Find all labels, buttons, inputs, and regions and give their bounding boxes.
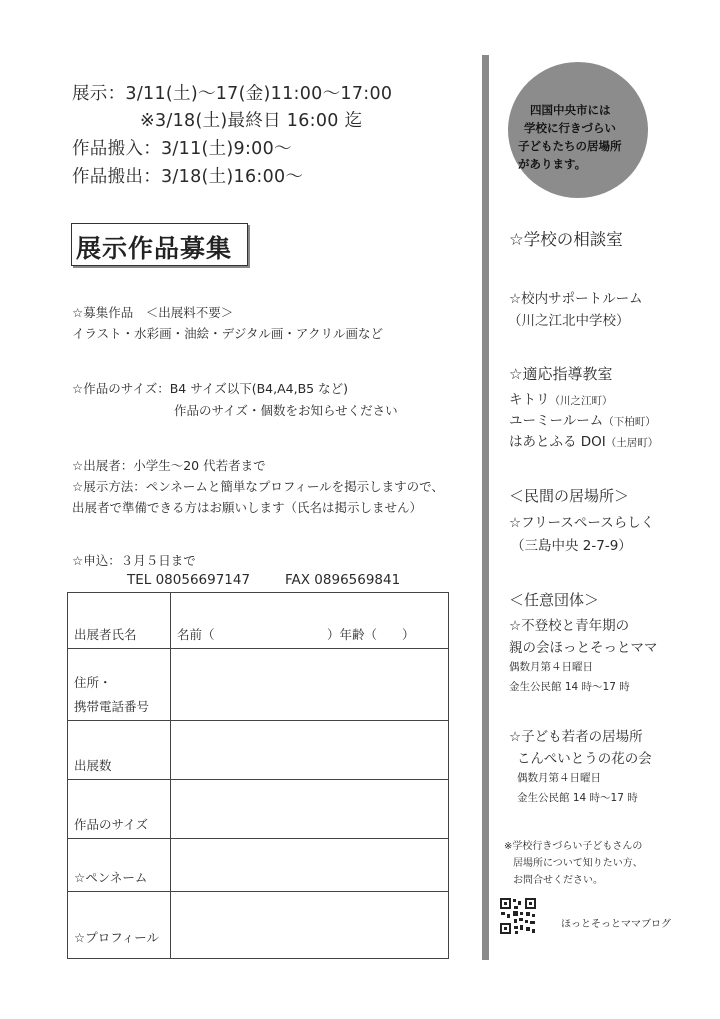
form-row-address	[68, 649, 449, 721]
blog-label: ほっとそっとママブログ	[561, 919, 671, 930]
private-place-heading: ＜民間の居場所＞	[509, 487, 630, 505]
heading-box	[71, 223, 248, 266]
apply-deadline: ☆申込：３月５日まで	[72, 553, 196, 568]
application-form	[67, 592, 449, 959]
circle-line3: 子どもたちの居場所	[518, 139, 622, 153]
yumi-location: （下柏町）	[603, 416, 656, 428]
heartful-doi	[509, 430, 658, 450]
exhibitor: ☆出展者：小学生～20 代若者まで	[72, 458, 266, 473]
kitori	[509, 388, 613, 408]
qr-code-icon[interactable]	[499, 897, 537, 935]
circle-line2: 学校に行きづらい	[524, 121, 616, 135]
support-room: ☆校内サポートルーム	[509, 291, 643, 307]
note-line1: ※学校行きづらい子どもさんの	[504, 841, 643, 852]
kodomo-line2: こんぺいとうの花の会	[517, 751, 652, 767]
form-row-size	[68, 780, 449, 839]
form-row-count	[68, 721, 449, 780]
free-space: ☆フリースペースらしく	[509, 515, 655, 531]
penname-label: ☆ペンネーム	[68, 839, 171, 892]
schedule-carry-out: 作品搬出：3/18(土)16:00～	[72, 167, 304, 187]
schedule-carry-in: 作品搬入：3/11(土)9:00～	[72, 139, 292, 159]
tel: TEL 08056697147	[127, 572, 251, 588]
heart-location: （土居町）	[605, 437, 659, 449]
size-line2: 作品のサイズ・個数をお知らせください	[174, 403, 398, 418]
penname-field[interactable]	[171, 839, 449, 892]
address-label-b: 携帯電話番号	[74, 699, 150, 714]
support-room-school: （川之江北中学校）	[508, 313, 630, 329]
kodomo-line1: ☆子ども若者の居場所	[509, 729, 643, 745]
futoukou-line1: ☆不登校と青年期の	[509, 618, 630, 634]
method-line2: 出展者で準備できる方はお願いします（氏名は掲示しません）	[72, 500, 423, 515]
adaptive-heading: ☆適応指導教室	[509, 365, 613, 383]
count-field[interactable]	[171, 721, 449, 780]
profile-label: ☆プロフィール	[68, 892, 171, 959]
name-age-field[interactable]: 名前（ ）年齢（ ）	[171, 593, 449, 649]
kitori-location: （川之江町）	[549, 395, 613, 407]
form-row-name	[68, 593, 449, 649]
kitori-name: キトリ	[509, 392, 550, 408]
works-list: イラスト・水彩画・油絵・デジタル画・アクリル画など	[72, 326, 384, 341]
count-label: 出展数	[68, 721, 171, 780]
size-label: 作品のサイズ	[68, 780, 171, 839]
method-line1: ☆展示方法：ペンネームと簡単なプロフィールを掲示しますので、	[72, 479, 444, 494]
size-line1: ☆作品のサイズ：B4 サイズ以下(B4,A4,B5 など)	[72, 381, 348, 396]
note-line2: 居場所について知りたい方、	[513, 858, 643, 869]
futoukou-line3: 偶数月第４日曜日	[509, 661, 593, 673]
kodomo-line3: 偶数月第４日曜日	[517, 772, 601, 784]
schedule-exhibit: 展示：3/11(土)～17(金)11:00～17:00	[72, 84, 393, 104]
recruit-works: ☆募集作品 ＜出展料不要＞	[72, 305, 234, 320]
circle-line1: 四国中央市には	[530, 103, 611, 117]
address-field[interactable]	[171, 649, 449, 721]
futoukou-line2: 親の会ほっとそっとママ	[509, 640, 658, 656]
voluntary-heading: ＜任意団体＞	[509, 591, 600, 609]
futoukou-line4: 金生公民館 14 時～17 時	[509, 681, 630, 693]
form-row-profile	[68, 892, 449, 959]
yumi-room	[509, 409, 656, 429]
page-title: 展示作品募集	[76, 234, 233, 263]
schedule-last-day: ※3/18(土)最終日 16:00 迄	[140, 111, 363, 131]
heart-name: はあとふる DOI	[509, 434, 606, 450]
column-divider	[482, 55, 489, 960]
note-line3: お問合せください。	[513, 875, 603, 886]
kodomo-line4: 金生公民館 14 時～17 時	[517, 792, 638, 804]
name-label: 出展者氏名	[68, 593, 171, 649]
size-field[interactable]	[171, 780, 449, 839]
yumi-name: ユーミールーム	[509, 413, 604, 429]
address-label	[68, 649, 171, 721]
intro-circle	[508, 62, 648, 198]
circle-line4: があります。	[518, 157, 587, 171]
profile-field[interactable]	[171, 892, 449, 959]
fax: FAX 0896569841	[285, 572, 401, 588]
free-space-location: （三島中央 2-7-9）	[511, 538, 632, 554]
form-row-penname	[68, 839, 449, 892]
address-label-a: 住所・	[74, 675, 112, 690]
school-consult-heading: ☆学校の相談室	[509, 230, 623, 249]
